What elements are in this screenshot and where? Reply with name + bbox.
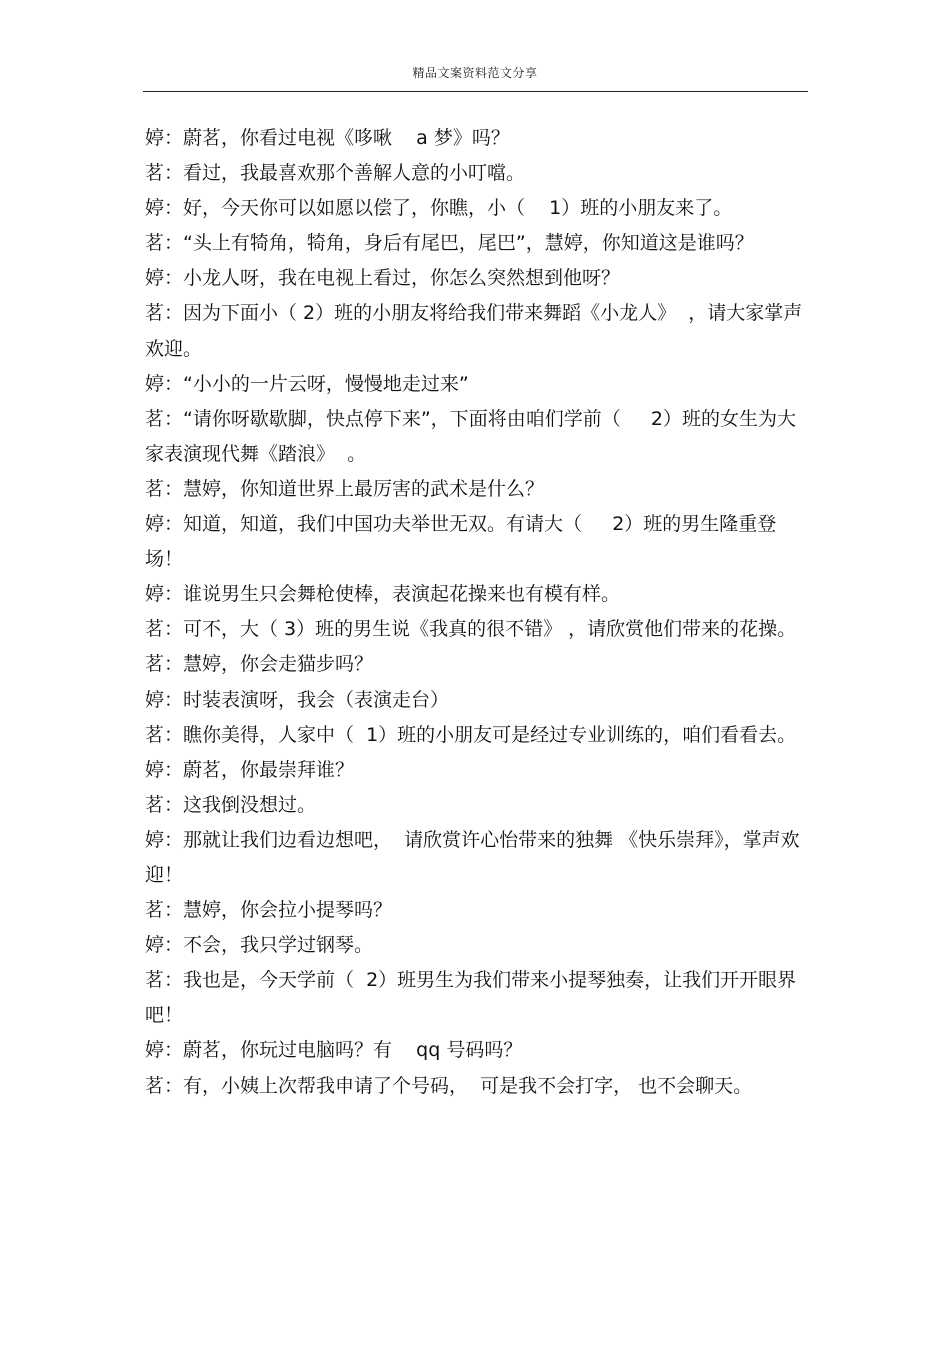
dialogue-line: 婷：蔚茗，你看过电视《哆啾 a 梦》吗？ (145, 127, 510, 149)
dialogue-line: 婷：不会，我只学过钢琴。 (145, 934, 374, 957)
document-body (145, 121, 810, 1104)
dialogue-line: 茗：因为下面小（ 2）班的小朋友将给我们带来舞蹈《小龙人》 ，请大家掌声欢迎。 (145, 302, 803, 360)
dialogue-line: 茗：这我倒没想过。 (145, 793, 317, 816)
dialogue-line: 茗：“头上有犄角，犄角，身后有尾巴，尾巴”，慧婷，你知道这是谁吗？ (145, 232, 754, 255)
dialogue-line: 婷：好，今天你可以如愿以偿了，你瞧，小（ 1）班的小朋友来了。 (145, 197, 733, 220)
header-divider (143, 91, 808, 92)
dialogue-line: 茗：慧婷，你知道世界上最厉害的武术是什么？ (145, 477, 545, 500)
dialogue-line: 茗：看过，我最喜欢那个善解人意的小叮噹。 (145, 162, 526, 185)
dialogue-line: 茗：可不，大（ 3）班的男生说《我真的很不错》 ，请欣赏他们带来的花操。 (145, 618, 797, 641)
dialogue-line: 茗：慧婷，你会拉小提琴吗？ (145, 899, 393, 922)
dialogue-line: 婷：知道，知道，我们中国功夫举世无双。有请大（ 2）班的男生隆重登场！ (145, 513, 777, 571)
dialogue-line: 婷：时装表演呀，我会（表演走台） (145, 688, 450, 711)
dialogue-line: 茗：瞧你美得，人家中（ 1）班的小朋友可是经过专业训练的，咱们看看去。 (145, 723, 797, 746)
dialogue-line: 茗：“请你呀歇歇脚，快点停下来”，下面将由咱们学前（ 2）班的女生为大家表演现代舞《踏浪》 。 (145, 407, 796, 465)
dialogue-line: 茗：有，小姨上次帮我申请了个号码， 可是我不会打字， 也不会聊天。 (145, 1074, 753, 1097)
dialogue-line: 婷：蔚茗，你最崇拜谁？ (145, 758, 355, 781)
dialogue-line: 婷：谁说男生只会舞枪使棒，表演起花操来也有模有样。 (145, 583, 621, 606)
dialogue-line: 婷：那就让我们边看边想吧， 请欣赏许心怡带来的独舞 《快乐崇拜》，掌声欢迎！ (145, 828, 800, 886)
dialogue-line: 婷：蔚茗，你玩过电脑吗？有 qq 号码吗？ (145, 1039, 523, 1062)
dialogue-line: 婷：“小小的一片云呀，慢慢地走过来” (145, 372, 469, 395)
dialogue-line: 婷：小龙人呀，我在电视上看过，你怎么突然想到他呀？ (145, 267, 621, 290)
page-header: 精品文案资料范文分享 (412, 66, 538, 80)
dialogue-line: 茗：慧婷，你会走猫步吗？ (145, 653, 374, 676)
dialogue-line: 茗：我也是，今天学前（ 2）班男生为我们带来小提琴独奏，让我们开开眼界吧！ (145, 969, 797, 1027)
